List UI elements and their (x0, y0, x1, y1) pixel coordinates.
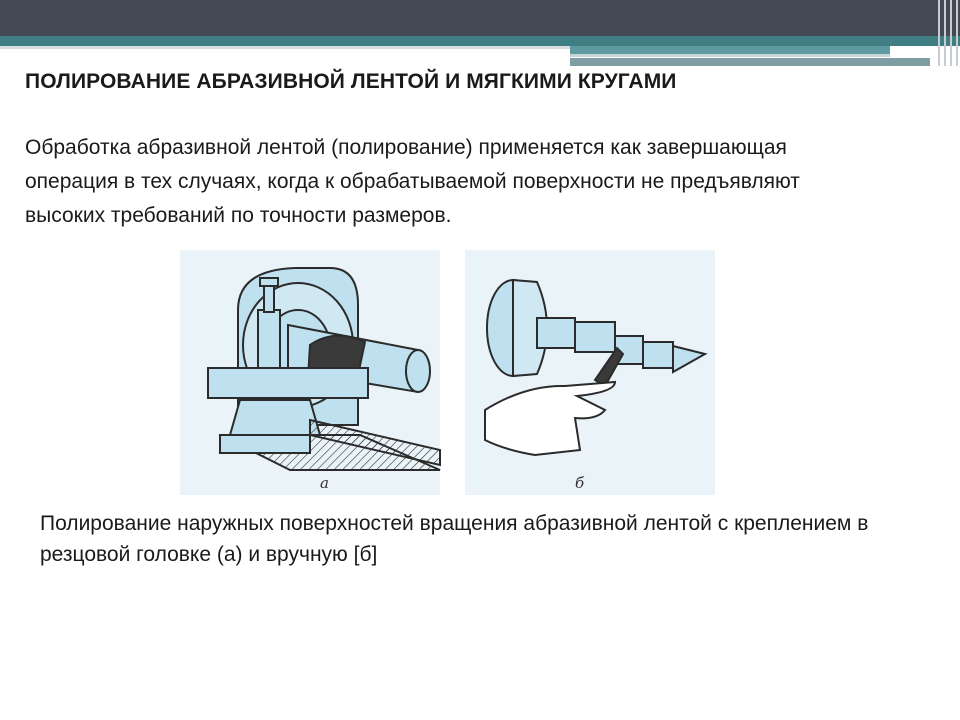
header-accent-strip (570, 54, 890, 57)
figure-b-manual-polishing (465, 250, 715, 495)
header-light-strip (0, 46, 570, 49)
polishing-figure-svg (180, 250, 720, 500)
intro-paragraph: Обработка абразивной лентой (полирование) применяется как завершающая операция в тех случаях, когда к обрабатываемой поверхности не предъявляют высоких требований по точности размеров. (25, 136, 800, 227)
slide-title: ПОЛИРОВАНИЕ АБРАЗИВНОЙ ЛЕНТОЙ И МЯГКИМИ КРУГАМИ (25, 70, 677, 93)
header-corner-lines (934, 0, 960, 66)
header-accent-strip (570, 46, 890, 54)
polishing-illustration (180, 250, 720, 500)
header-dark-band (0, 0, 960, 36)
figure-label-a: а (320, 474, 329, 492)
figure-label-b: б (575, 474, 585, 492)
header-teal-strip (0, 36, 960, 46)
header-accent-strip (570, 58, 930, 66)
figure-caption: Полирование наружных поверхностей вращения абразивной лентой с креплением в резцовой головке (а) и вручную [б] (40, 512, 869, 566)
figure-a-belt-tool-head (180, 250, 440, 495)
